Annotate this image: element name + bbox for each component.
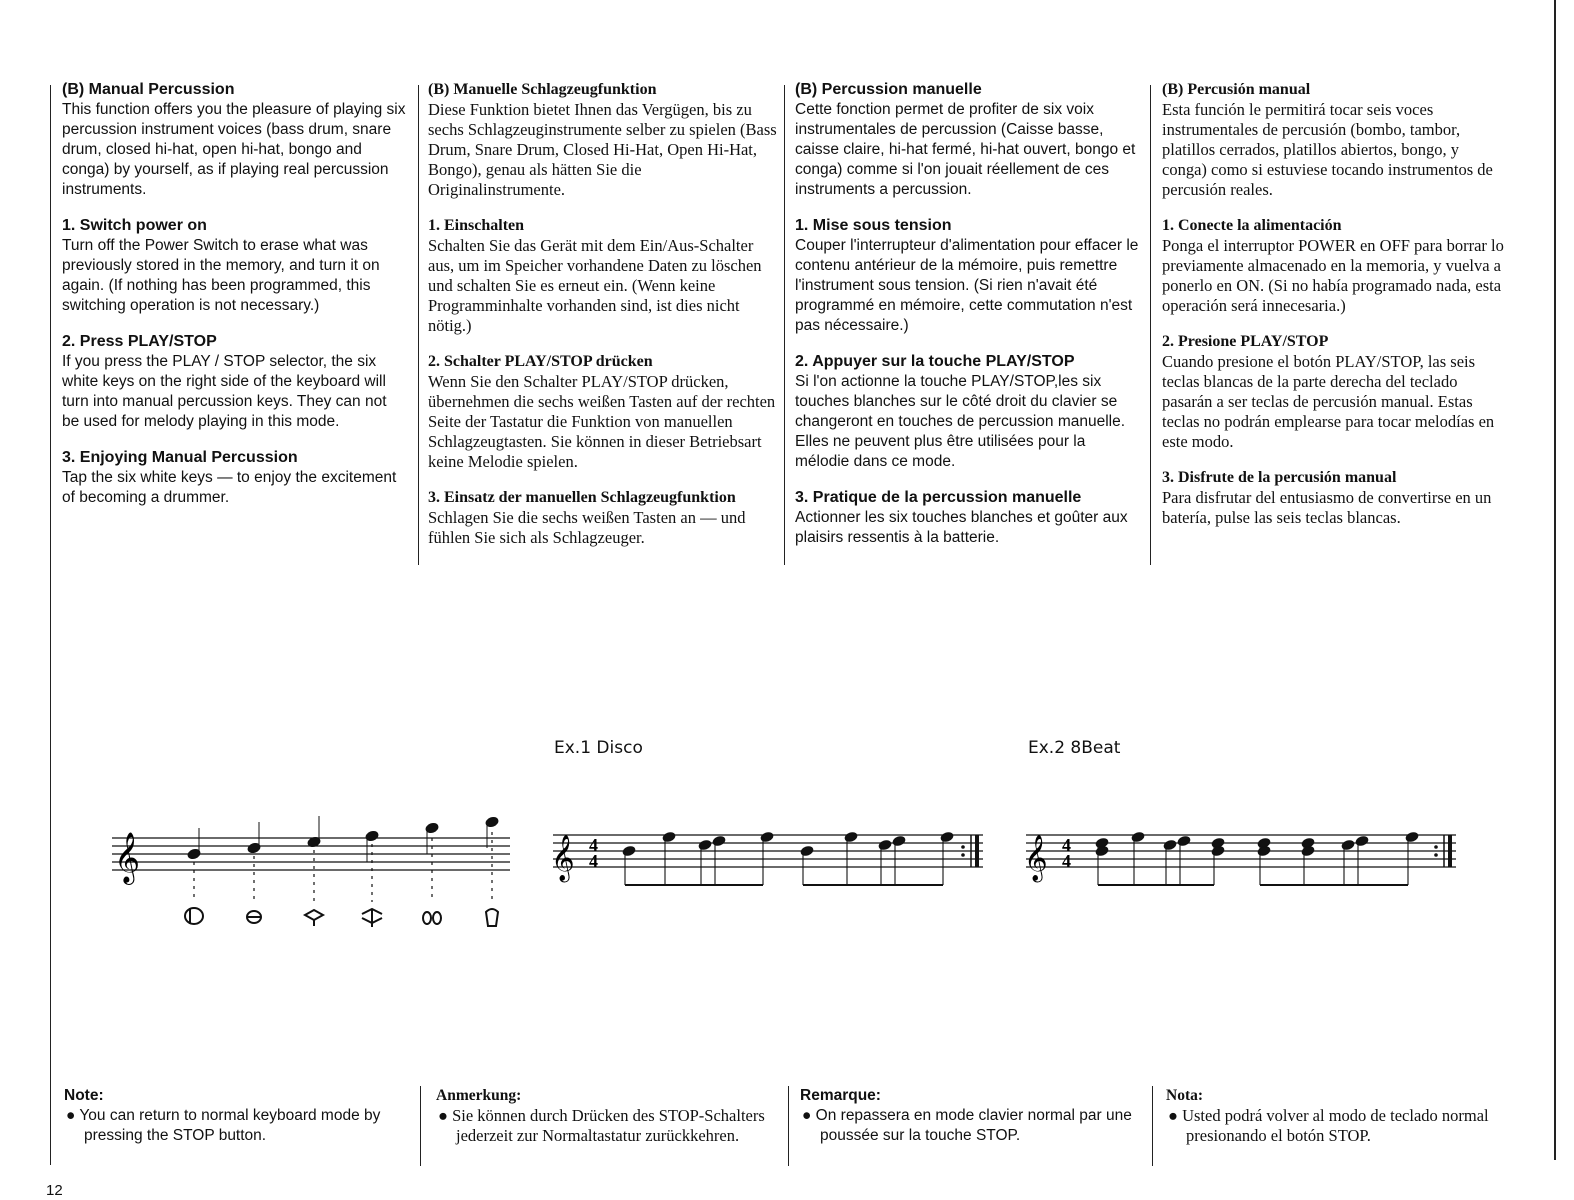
section-text-step2: Wenn Sie den Schalter PLAY/STOP drücken, übernehmen die sechs weißen Tasten auf der rechten Seite der Tastatur die Funktion von manuellen Schlagzeugtasten. Sie können in dieser Betriebsart keine Melodie spielen. [428,372,776,471]
section-text-step1: Ponga el interruptor POWER en OFF para borrar lo previamente almacenado en la memoria, y vuelva a ponerlo en ON. (Si no había programado nada, esta operación será innecesaria.) [1162,236,1504,315]
conga-icon [486,909,498,926]
note-french [800,1086,1140,1146]
section-title-step3: 3. Enjoying Manual Percussion [62,449,298,466]
example1-disco-score [545,815,995,905]
section-title-intro: (B) Manuelle Schlagzeugfunktion [428,81,657,98]
bullet-icon: ● [802,1107,816,1124]
section-title-step2: 2. Appuyer sur la touche PLAY/STOP [795,353,1075,370]
column-german [428,80,778,564]
bongo-icon [423,912,441,924]
section-text-step2: Cuando presione el botón PLAY/STOP, las seis teclas blancas de la parte derecha del teclado pasarán a ser teclas de percusión manual. Estas teclas no podrán emplearse para tocar melodías en este modo. [1162,352,1495,451]
bullet-icon: ● [66,1107,80,1124]
note-title: Nota: [1166,1087,1204,1104]
section-text-step1: Couper l'interrupteur d'alimentation pour effacer le contenu antérieur de la mémoire, puis remettre l'instrument sous tension. (Si rien n'avait été programmé en mémoire, cette commutation n'est pas nécessaire.) [795,237,1139,334]
section-title-step1: 1. Einschalten [428,217,525,234]
section-text-step2: If you press the PLAY / STOP selector, the six white keys on the right side of the keyboard will turn into manual percussion keys. They can not be used for melody playing in this mode. [62,353,387,430]
section-title-intro: (B) Percusión manual [1162,81,1311,98]
right-edge-line [1554,0,1556,1160]
percussion-key-staff [100,810,520,950]
bullet-icon: ● [438,1106,453,1125]
section-text-intro: Cette fonction permet de profiter de six voix instrumentales de percussion (Caisse basse, caisse claire, hi-hat fermé, hi-hat ouvert, bongo et conga) comme si l'on jouait réellement de ces instruments a percussion. [795,101,1136,198]
example1-label: Ex.1 Disco [554,738,643,758]
section-title-step3: 3. Disfrute de la percusión manual [1162,469,1397,486]
time-signature-bottom: 4 [589,851,598,871]
note-english [64,1086,410,1146]
snare-drum-icon [247,911,261,923]
left-margin-line [50,85,51,1165]
time-signature-bottom: 4 [1062,851,1071,871]
section-text-intro: Diese Funktion bietet Ihnen das Vergügen, bis zu sechs Schlagzeuginstrumente selber zu spielen (Bass Drum, Snare Drum, Closed Hi-Hat, Open Hi-Hat, Bongo), genau als hätten Sie die Originalinstrumente. [428,100,777,199]
note-divider-2 [788,1086,789,1166]
column-divider-1 [418,85,419,565]
section-text-intro: Esta función le permitirá tocar seis voces instrumentales de percusión (bombo, tambor, platillos cerrados, platillos abiertos, bongo, y conga) como si estuviese tocando instrumentos de percusión reales. [1162,100,1493,199]
section-text-step3: Tap the six white keys — to enjoy the excitement of becoming a drummer. [62,469,397,506]
note-title: Remarque: [800,1087,881,1104]
treble-clef-icon: 𝄞 [551,835,575,881]
bullet-icon: ● [1168,1106,1183,1125]
note-title: Note: [64,1087,104,1104]
open-hihat-icon [362,909,382,927]
section-text-step3: Actionner les six touches blanches et goûter aux plaisirs ressentis à la batterie. [795,509,1128,546]
section-title-step1: 1. Switch power on [62,217,207,234]
treble-clef-icon: 𝄞 [114,832,141,883]
example2-8beat-score [1018,815,1468,905]
section-text-step2: Si l'on actionne la touche PLAY/STOP,les six touches blanches sur le côté droit du clavier se changeront en touches de percussion manuelle. Elles ne peuvent plus être utilisées pour la mélodie dans ce mode. [795,373,1126,470]
section-text-intro: This function offers you the pleasure of playing six percussion instrument voices (bass drum, snare drum, closed hi-hat, open hi-hat, bongo and conga) by yourself, as if playing real percussion instruments. [62,101,406,198]
section-text-step1: Turn off the Power Switch to erase what was previously stored in the memory, and turn it on again. (If nothing has been programmed, this switching operation is not necessary.) [62,237,380,314]
note-divider-1 [420,1086,421,1166]
section-title-intro: (B) Manual Percussion [62,81,235,98]
section-title-step2: 2. Press PLAY/STOP [62,333,217,350]
example2-label: Ex.2 8Beat [1028,738,1121,758]
column-divider-3 [1150,85,1151,565]
section-text-step3: Para disfrutar del entusiasmo de convertirse en un batería, pulse las seis teclas blancas. [1162,488,1492,527]
note-text: ● Sie können durch Drücken des STOP-Schalters jederzeit zur Normaltastatur zurückkehren. [438,1106,765,1145]
time-signature-top: 4 [1062,835,1071,855]
note-title: Anmerkung: [436,1087,522,1104]
section-title-step3: 3. Pratique de la percussion manuelle [795,489,1082,506]
section-text-step3: Schlagen Sie die sechs weißen Tasten an — und fühlen Sie sich als Schlagzeuger. [428,508,746,547]
section-title-step2: 2. Schalter PLAY/STOP drücken [428,353,653,370]
page-number: 12 [46,1182,63,1199]
treble-clef-icon: 𝄞 [1024,835,1048,881]
section-title-intro: (B) Percussion manuelle [795,81,982,98]
note-spanish [1166,1086,1506,1146]
column-english [62,80,408,524]
note-text: ● Usted podrá volver al modo de teclado normal presionando el botón STOP. [1168,1106,1489,1145]
section-title-step1: 1. Mise sous tension [795,217,952,234]
column-french [795,80,1143,564]
note-text: ● On repassera en mode clavier normal par une poussée sur la touche STOP. [802,1107,1132,1144]
note-divider-3 [1152,1086,1153,1166]
section-text-step1: Schalten Sie das Gerät mit dem Ein/Aus-Schalter aus, um im Speicher vorhandene Daten zu löschen und schalten Sie es erneut ein. (Wenn keine Programminhalte vorhanden sind, ist dies nicht nötig.) [428,236,762,335]
time-signature-top: 4 [589,835,598,855]
note-german [436,1086,776,1146]
section-title-step2: 2. Presione PLAY/STOP [1162,333,1329,350]
bass-drum-icon [185,908,203,924]
column-spanish [1162,80,1507,544]
column-divider-2 [784,85,785,565]
section-title-step1: 1. Conecte la alimentación [1162,217,1342,234]
closed-hihat-icon [305,910,323,926]
note-text: ● You can return to normal keyboard mode by pressing the STOP button. [66,1107,381,1144]
section-title-step3: 3. Einsatz der manuellen Schlagzeugfunktion [428,489,736,506]
